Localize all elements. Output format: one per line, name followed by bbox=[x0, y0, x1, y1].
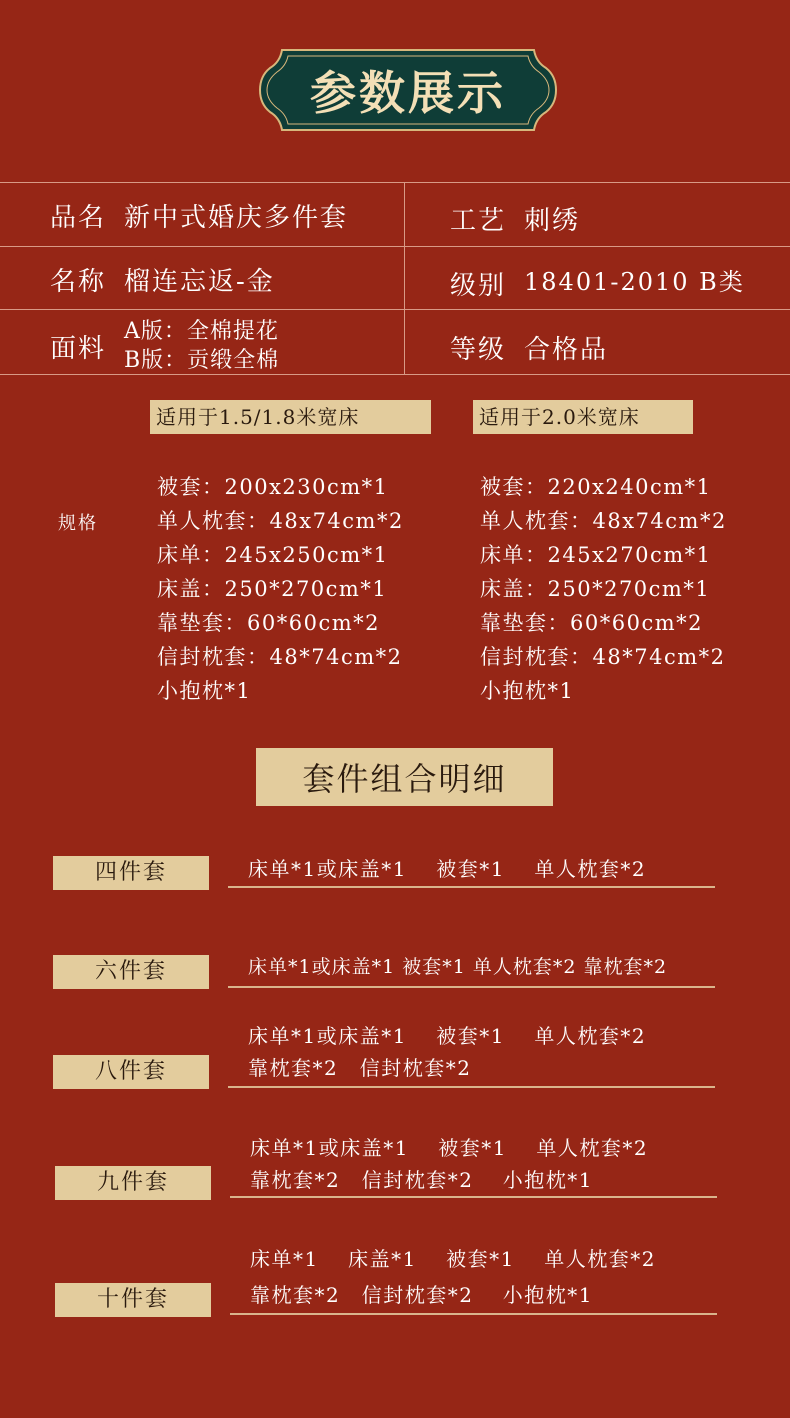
spec-item: 被套：200x230cm*1 bbox=[157, 475, 389, 499]
name-row bbox=[50, 261, 275, 298]
set-name-tag: 四件套 bbox=[53, 856, 209, 890]
combo-section-title: 套件组合明细 bbox=[256, 748, 553, 806]
set-underline bbox=[230, 1196, 717, 1198]
set-underline bbox=[230, 1313, 717, 1315]
material-b-value: B版：贡缎全棉 bbox=[124, 348, 280, 373]
table-divider bbox=[0, 374, 790, 375]
grade-row bbox=[450, 261, 745, 301]
section-header-plaque bbox=[256, 46, 560, 134]
level-row bbox=[450, 329, 608, 366]
spec-item: 单人枕套：48x74cm*2 bbox=[480, 509, 727, 533]
spec-label: 规格 bbox=[58, 513, 98, 534]
set-contents: 床单*1或床盖*1 被套*1 单人枕套*2 bbox=[248, 1024, 647, 1048]
table-divider bbox=[0, 246, 790, 247]
spec-item: 信封枕套：48*74cm*2 bbox=[157, 645, 403, 669]
set-contents: 靠枕套*2 信封枕套*2 bbox=[248, 1056, 472, 1080]
spec-item: 被套：220x240cm*1 bbox=[480, 475, 712, 499]
table-divider bbox=[0, 309, 790, 310]
material-label: 面料 bbox=[50, 334, 107, 364]
table-divider bbox=[0, 182, 790, 183]
set-underline bbox=[228, 1086, 715, 1088]
set-contents: 床单*1或床盖*1 被套*1 单人枕套*2 bbox=[248, 857, 647, 881]
set-name-tag: 九件套 bbox=[55, 1166, 211, 1200]
spec-item: 靠垫套：60*60cm*2 bbox=[157, 611, 380, 635]
set-contents: 床单*1或床盖*1 被套*1 单人枕套*2 靠枕套*2 bbox=[248, 956, 668, 978]
craft-value: 刺绣 bbox=[524, 206, 581, 236]
set-underline bbox=[228, 986, 715, 988]
material-a-value: A版：全棉提花 bbox=[124, 319, 279, 344]
set-name-tag: 十件套 bbox=[55, 1283, 211, 1317]
spec-item: 床盖：250*270cm*1 bbox=[157, 577, 388, 601]
spec-item: 小抱枕*1 bbox=[480, 679, 575, 703]
set-underline bbox=[228, 886, 715, 888]
spec-tag-2-0m: 适用于2.0米宽床 bbox=[473, 400, 693, 434]
product-name-row bbox=[50, 197, 348, 234]
spec-item: 床单：245x250cm*1 bbox=[157, 543, 389, 567]
product-name-value: 新中式婚庆多件套 bbox=[124, 203, 349, 233]
grade-label: 级别 bbox=[450, 271, 507, 301]
table-column-divider bbox=[404, 182, 405, 375]
level-value: 合格品 bbox=[524, 335, 609, 365]
set-contents: 靠枕套*2 信封枕套*2 小抱枕*1 bbox=[250, 1283, 594, 1307]
spec-item: 单人枕套：48x74cm*2 bbox=[157, 509, 404, 533]
name-label: 名称 bbox=[50, 267, 107, 297]
set-name-tag: 六件套 bbox=[53, 955, 209, 989]
page-title: 参数展示 bbox=[310, 66, 506, 120]
level-label: 等级 bbox=[450, 335, 507, 365]
set-contents: 靠枕套*2 信封枕套*2 小抱枕*1 bbox=[250, 1168, 594, 1192]
craft-label: 工艺 bbox=[450, 206, 507, 236]
craft-row bbox=[450, 200, 580, 237]
spec-item: 靠垫套：60*60cm*2 bbox=[480, 611, 703, 635]
set-contents: 床单*1或床盖*1 被套*1 单人枕套*2 bbox=[250, 1136, 649, 1160]
spec-tag-1-5m: 适用于1.5/1.8米宽床 bbox=[150, 400, 431, 434]
spec-item: 信封枕套：48*74cm*2 bbox=[480, 645, 726, 669]
spec-item: 床单：245x270cm*1 bbox=[480, 543, 712, 567]
spec-item: 床盖：250*270cm*1 bbox=[480, 577, 711, 601]
set-name-tag: 八件套 bbox=[53, 1055, 209, 1089]
name-value: 榴连忘返-金 bbox=[124, 267, 275, 297]
grade-value: 18401-2010 B类 bbox=[524, 268, 745, 296]
product-name-label: 品名 bbox=[50, 203, 107, 233]
spec-item: 小抱枕*1 bbox=[157, 679, 252, 703]
set-contents: 床单*1 床盖*1 被套*1 单人枕套*2 bbox=[250, 1247, 656, 1271]
